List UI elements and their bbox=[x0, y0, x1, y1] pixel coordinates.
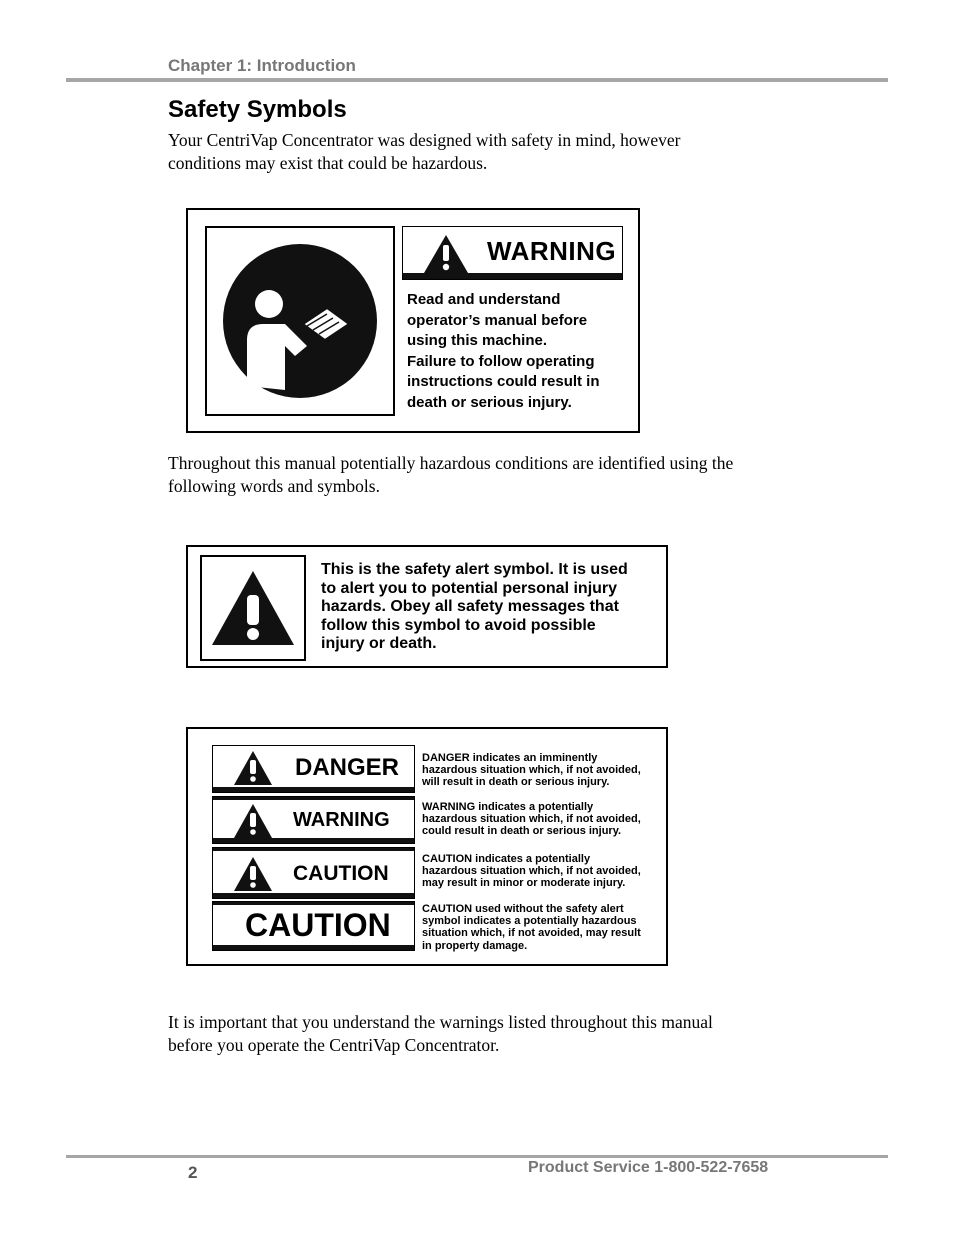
read-manual-icon bbox=[207, 228, 393, 414]
caution-no-symbol-label bbox=[212, 901, 415, 951]
safety-alert-icon bbox=[233, 856, 273, 892]
throughout-line: following words and symbols. bbox=[168, 476, 380, 496]
danger-description: DANGER indicates an imminently hazardous situation which, if not avoided, will result in death or serious injury. bbox=[422, 752, 641, 789]
safety-alert-icon bbox=[233, 803, 273, 839]
caution-no-symbol-description: CAUTION used without the safety alert symbol indicates a potentially hazardous situation which, if not avoided, may result in property damage. bbox=[422, 903, 641, 952]
caution-description: CAUTION indicates a potentially hazardous situation which, if not avoided, may result in minor or moderate injury. bbox=[422, 853, 641, 890]
warning-description: WARNING indicates a potentially hazardous situation which, if not avoided, could result in death or serious injury. bbox=[422, 801, 641, 838]
danger-label bbox=[212, 745, 415, 793]
danger-word: DANGER bbox=[295, 754, 400, 781]
alert-box-text: This is the safety alert symbol. It is used to alert you to potential personal injury hazards. Obey all safety messages that follow this symbol to avoid possible injury or death. bbox=[321, 561, 628, 652]
warning-header-label: WARNING bbox=[487, 236, 617, 266]
manual-sign-text: Read and understand operator’s manual before using this machine. Failure to follow operating instructions could result in death or serious injury. bbox=[407, 291, 600, 411]
product-service-phone: Product Service 1-800-522-7658 bbox=[528, 1159, 769, 1176]
warning-header-bar bbox=[402, 226, 623, 280]
throughout-line: Throughout this manual potentially hazardous conditions are identified using the bbox=[168, 453, 734, 473]
page-number: 2 bbox=[188, 1163, 198, 1182]
closing-line: It is important that you understand the warnings listed throughout this manual bbox=[168, 1012, 713, 1032]
warning-label bbox=[212, 796, 415, 844]
footer-rule bbox=[66, 1155, 888, 1158]
throughout-paragraph bbox=[168, 452, 868, 498]
intro-paragraph bbox=[168, 129, 808, 175]
chapter-header: Chapter 1: Introduction bbox=[168, 56, 356, 75]
safety-alert-box bbox=[186, 545, 668, 668]
manual-warning-sign bbox=[186, 208, 640, 433]
signal-words-box bbox=[186, 727, 668, 966]
caution-label bbox=[212, 847, 415, 899]
warning-word: WARNING bbox=[293, 809, 390, 831]
intro-line: Your CentriVap Concentrator was designed with safety in mind, however bbox=[168, 130, 681, 150]
safety-alert-icon bbox=[423, 234, 469, 274]
pictogram-panel bbox=[205, 226, 395, 416]
closing-line: before you operate the CentriVap Concentrator. bbox=[168, 1035, 500, 1055]
alert-symbol-panel bbox=[200, 555, 306, 661]
closing-paragraph bbox=[168, 1011, 868, 1057]
caution-large-word: CAUTION bbox=[245, 907, 391, 943]
safety-alert-icon bbox=[233, 750, 273, 786]
section-title: Safety Symbols bbox=[168, 96, 347, 123]
intro-line: conditions may exist that could be hazardous. bbox=[168, 153, 488, 173]
caution-word: CAUTION bbox=[293, 862, 389, 885]
header-rule bbox=[66, 78, 888, 82]
safety-alert-icon bbox=[202, 557, 304, 659]
